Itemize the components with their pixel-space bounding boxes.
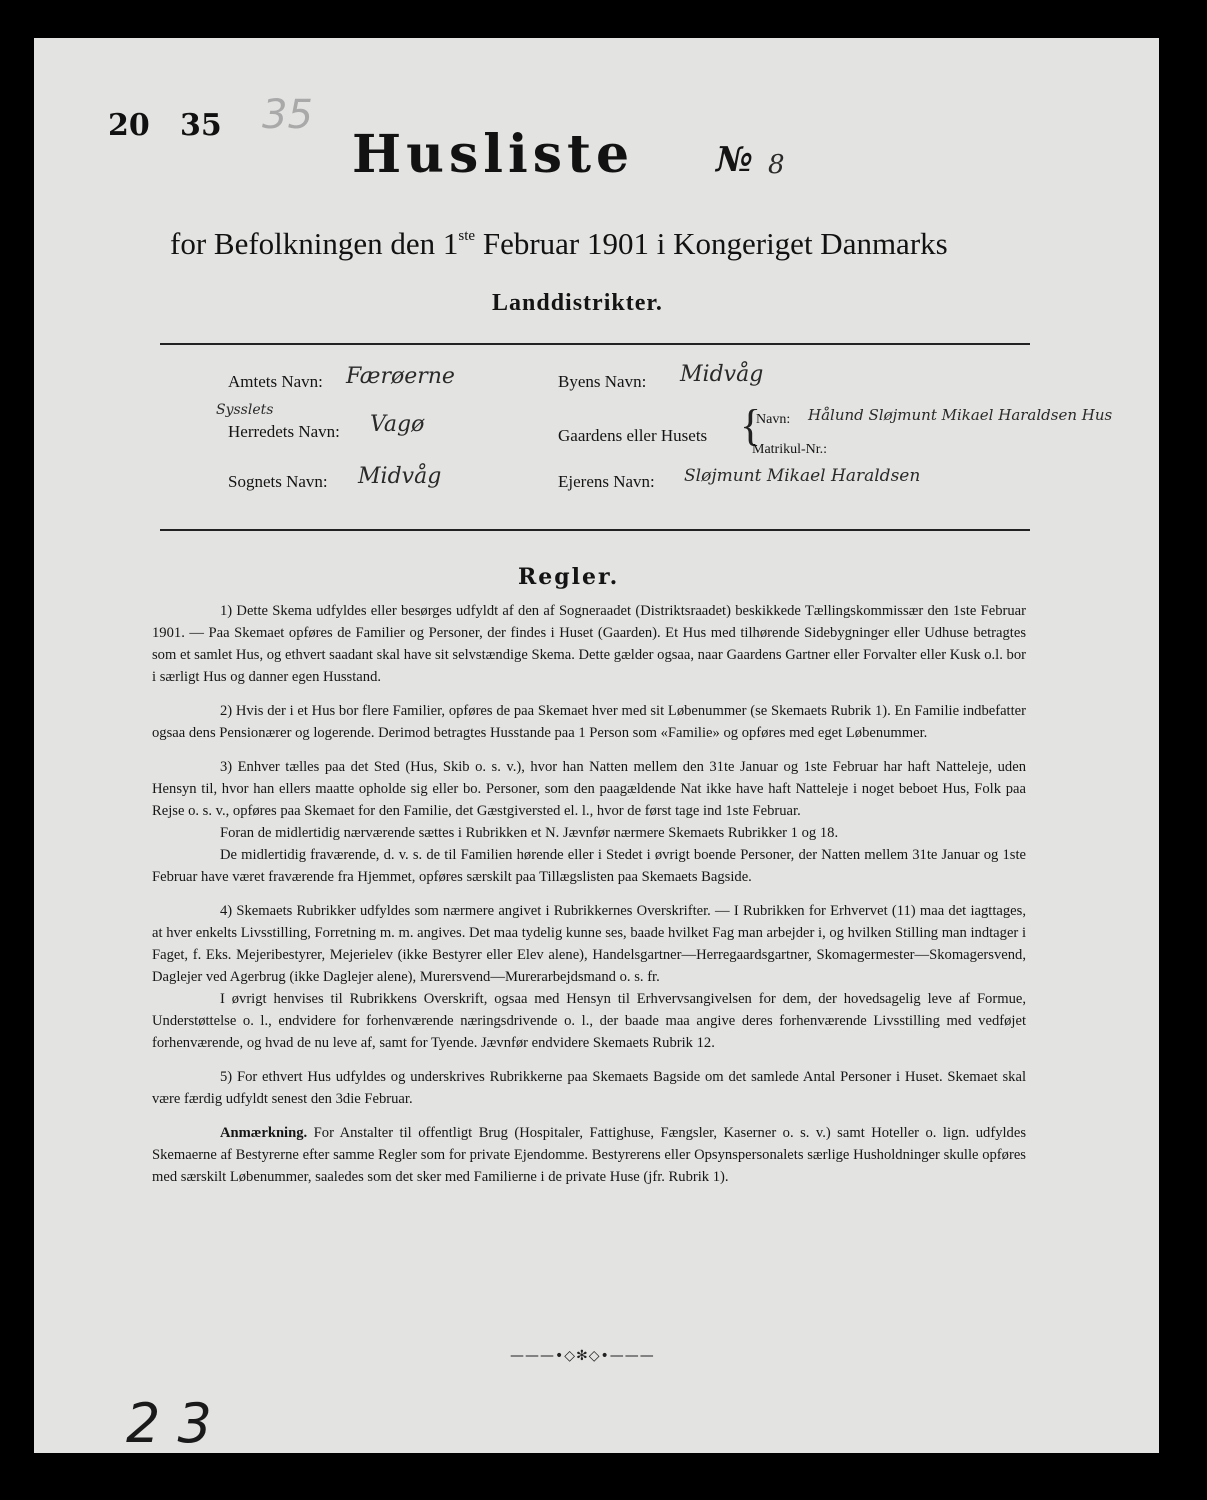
number-sign: № — [716, 140, 753, 180]
note-text: For Anstalter til offentligt Brug (Hospitaler, Fattighuse, Fængsler, Kaserner o. s. v.) samt Hoteller o. lign. udfyldes Skemaerne af Bestyrerne efter samme Regler som for private Ejendomme. Bestyrerens eller Opsynspersonalets særlige Husholdninger skulle opføres med særskilt Løbenummer, saaledes som det sker med Familierne i de private Huse (jfr. Rubrik 1). — [152, 1125, 1026, 1185]
corner-number-second: 35 — [180, 108, 222, 143]
matrikel-label: Matrikul-Nr.: — [752, 442, 828, 457]
amt-label: Amtets Navn: — [228, 372, 323, 391]
bottom-handwritten-number: 2 3 — [126, 1392, 212, 1455]
by-value: Midvåg — [680, 362, 764, 387]
rules-heading: Regler. — [518, 564, 620, 590]
page-title: Husliste — [352, 124, 635, 185]
rule-3-b: Foran de midlertidig nærværende sættes i Rubrikken et N. Jævnfør nærmere Skemaets Rubrikker 1 og 18. — [220, 825, 839, 841]
sogn-value: Midvåg — [358, 464, 442, 489]
rule-3-c: De midlertidig fraværende, d. v. s. de til Familien hørende eller i Stedet i øvrigt boende Personer, der Natten mellem 31te Januar og 1ste Februar have været fraværende fra Hjemmet, opføres særskilt paa Tillægslisten paa Skemaets Bagside. — [152, 847, 1026, 885]
district-heading: Landdistrikter. — [492, 290, 663, 316]
rule-note — [152, 1122, 1026, 1188]
rule-5: 5) For ethvert Hus udfyldes og underskrives Rubrikkerne paa Skemaets Bagside om det samlede Antal Personer i Huset. Skemaet skal være færdig udfyldt senest den 3die Februar. — [152, 1069, 1026, 1107]
rule-4: 4) Skemaets Rubrikker udfyldes som nærmere angivet i Rubrikkernes Overskrifter. — I Rubrikken for Erhvervet (11) maa det iagttages, at hver enkelts Livsstilling, Forretning m. m. angives. Det maa tydelig kunne ses, baade hvilket Fag man arbejder i, og hvilken Stilling man indtager i Faget, f. Eks. Mejeribestyrer, Mejerielev (ikke Bestyrer eller Elev alene), Handelsgartner—Herregaardsgartner, Skomagermester—Skomagersvend, Daglejer ved Agerbrug (ikke Daglejer alene), Murersvend—Murerarbejdsmand o. s. fr. — [152, 903, 1026, 985]
by-label: Byens Navn: — [558, 372, 647, 391]
subtitle — [170, 226, 948, 262]
subtitle-pre: for Befolkningen den 1 — [170, 226, 459, 261]
brace-glyph: { — [740, 401, 762, 450]
navn-label: Navn: — [756, 412, 791, 427]
corner-number-first: 20 — [108, 108, 150, 143]
pencil-number: 35 — [262, 92, 313, 138]
subtitle-post: Februar 1901 i Kongeriget Danmarks — [475, 226, 948, 261]
rules-text — [152, 600, 1026, 1200]
note-label: Anmærkning. — [220, 1125, 308, 1141]
divider-bottom — [160, 529, 1030, 531]
subtitle-sup: ste — [458, 228, 476, 244]
divider-top — [160, 343, 1030, 345]
ejer-label: Ejerens Navn: — [558, 472, 655, 491]
herred-label: Herredets Navn: — [228, 422, 340, 441]
rule-3: 3) Enhver tælles paa det Sted (Hus, Skib o. s. v.), hvor han Natten mellem den 31te Januar og 1ste Februar har haft Natteleje, uden Hensyn til, hvor han ellers maatte opholde sig eller bo. Personer, som den paagældende Nat ikke have haft Natteleje i noget beboet Hus, Folk paa Rejse o. s. v., opføres paa Skemaet for den Familie, det Gæstgiversted el. l., hvor de først tage ind 1ste Februar. — [152, 759, 1026, 819]
rule-1: 1) Dette Skema udfyldes eller besørges udfyldt af den af Sogneraadet (Distriktsraadet) beskikkede Tællingskommissær den 1ste Februar 1901. — Paa Skemaet opføres de Familier og Personer, der findes i Huset (Gaarden). Et Hus med tilhørende Sidebygninger eller Udhuse betragtes som et samlet Hus, og ethvert saadant skal have sit selvstændige Skema. Dette gælder ogsaa, naar Gaardens Gartner eller Forvalter eller Kusk o.l. bor i særligt Hus og danner egen Husstand. — [152, 603, 1026, 685]
ornament-divider: ———•◇✻◇•——— — [510, 1348, 655, 1364]
navn-value: Hålund Sløjmunt Mikael Haraldsen Hus — [808, 406, 1113, 424]
ejer-value: Sløjmunt Mikael Haraldsen — [684, 466, 921, 486]
rule-2: 2) Hvis der i et Hus bor flere Familier, opføres de paa Skemaet hver med sit Løbenummer (se Skemaets Rubrik 1). En Familie indbefatter ogsaa dens Pensionærer og logerende. Derimod betragtes Husstande paa 1 Person som «Familie» og opføres med eget Løbenummer. — [152, 703, 1026, 741]
herred-handwritten-prefix: Sysslets — [216, 402, 274, 418]
amt-value: Færøerne — [346, 364, 455, 389]
gaard-label: Gaardens eller Husets — [558, 426, 708, 445]
sogn-label: Sognets Navn: — [228, 472, 328, 491]
house-number: 8 — [768, 150, 785, 180]
herred-value: Vagø — [370, 412, 425, 437]
rule-4-b: I øvrigt henvises til Rubrikkens Overskrift, ogsaa med Hensyn til Erhvervsangivelsen for dem, der hovedsagelig leve af Formue, Understøttelse o. l., endvidere for forhenværende næringsdrivende o. l., der baade maa angive deres forhenværende Livsstilling med vedføjet forhenværende, og hvad de nu leve af, samt for Tyende. Jævnfør endvidere Skemaets Rubrik 12. — [152, 991, 1026, 1051]
